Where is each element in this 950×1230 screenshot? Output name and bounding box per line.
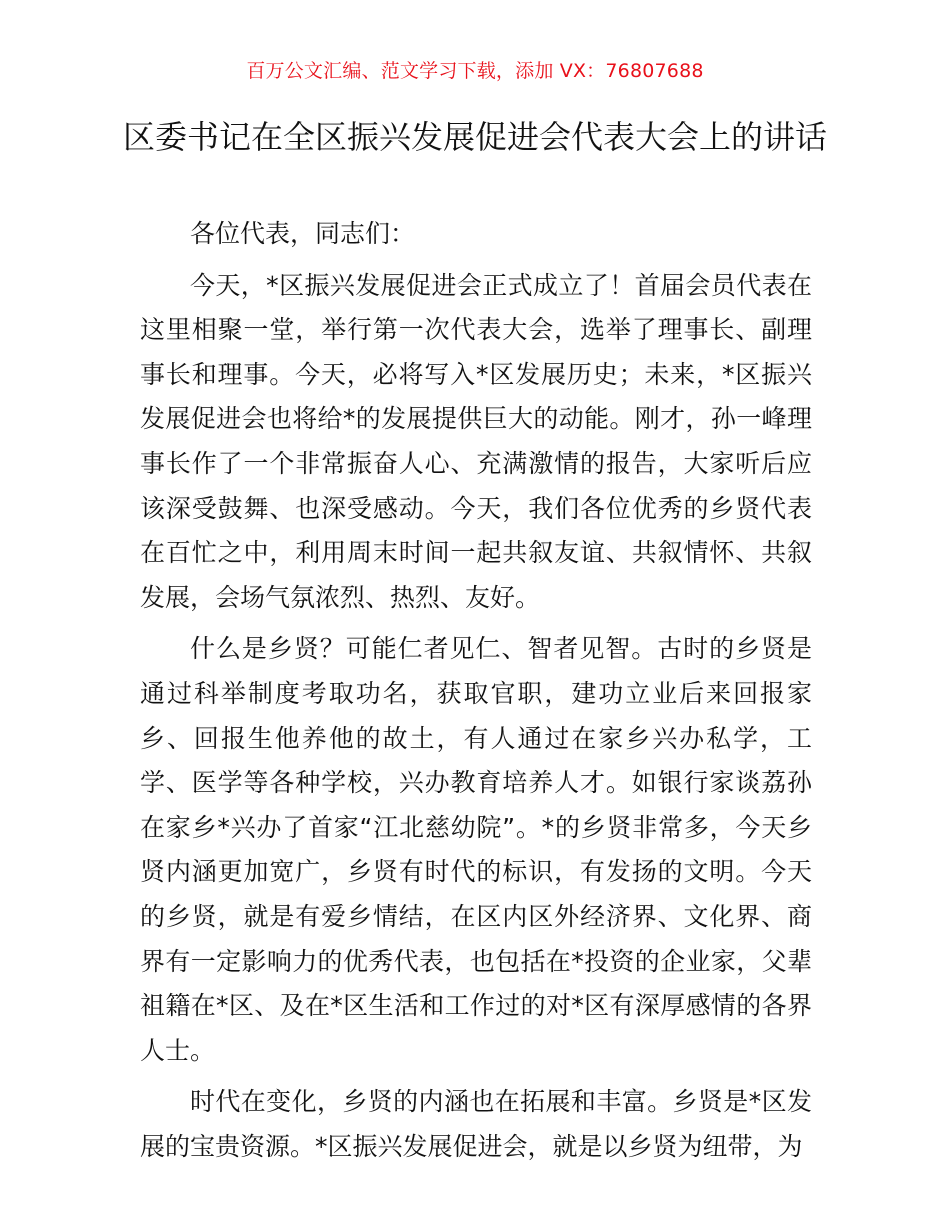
salutation: 各位代表，同志们：	[190, 219, 416, 248]
document-title: 区委书记在全区振兴发展促进会代表大会上的讲话	[122, 118, 827, 156]
paragraph: 今天，*区振兴发展促进会正式成立了！首届会员代表在这里相聚一堂，举行第一次代表大会，选举了理事长、副理事长和理事。今天，必将写入*区发展历史；未来，*区振兴发展促进会也将给*的发展提供巨大的动能。刚才，孙一峰理事长作了一个非常振奋人心、充满激情的报告，大家听后应该深受鼓舞、也深受感动。今天，我们各位优秀的乡贤代表在百忙之中，利用周末时间一起共叙友谊、共叙情怀、共叙发展，会场气氛浓烈、热烈、友好。	[140, 270, 812, 612]
paragraph: 什么是乡贤？可能仁者见仁、智者见智。古时的乡贤是通过科举制度考取功名，获取官职，建功立业后来回报家乡、回报生他养他的故土，有人通过在家乡兴办私学，工学、医学等各种学校，兴办教育培养人才。如银行家谈荔孙在家乡*兴办了首家“江北慈幼院”。*的乡贤非常多，今天乡贤内涵更加宽广，乡贤有时代的标识，有发扬的文明。今天的乡贤，就是有爱乡情结，在区内区外经济界、文化界、商界有一定影响力的优秀代表，也包括在*投资的企业家，父辈祖籍在*区、及在*区生活和工作过的对*区有深厚感情的各界人士。	[140, 634, 812, 1065]
paragraph: 时代在变化，乡贤的内涵也在拓展和丰富。乡贤是*区发展的宝贵资源。*区振兴发展促进会，就是以乡贤为纽带，为	[140, 1087, 812, 1161]
document-body	[140, 212, 812, 1176]
watermark-banner: 百万公文汇编、范文学习下载，添加 VX：76807688	[246, 60, 704, 82]
